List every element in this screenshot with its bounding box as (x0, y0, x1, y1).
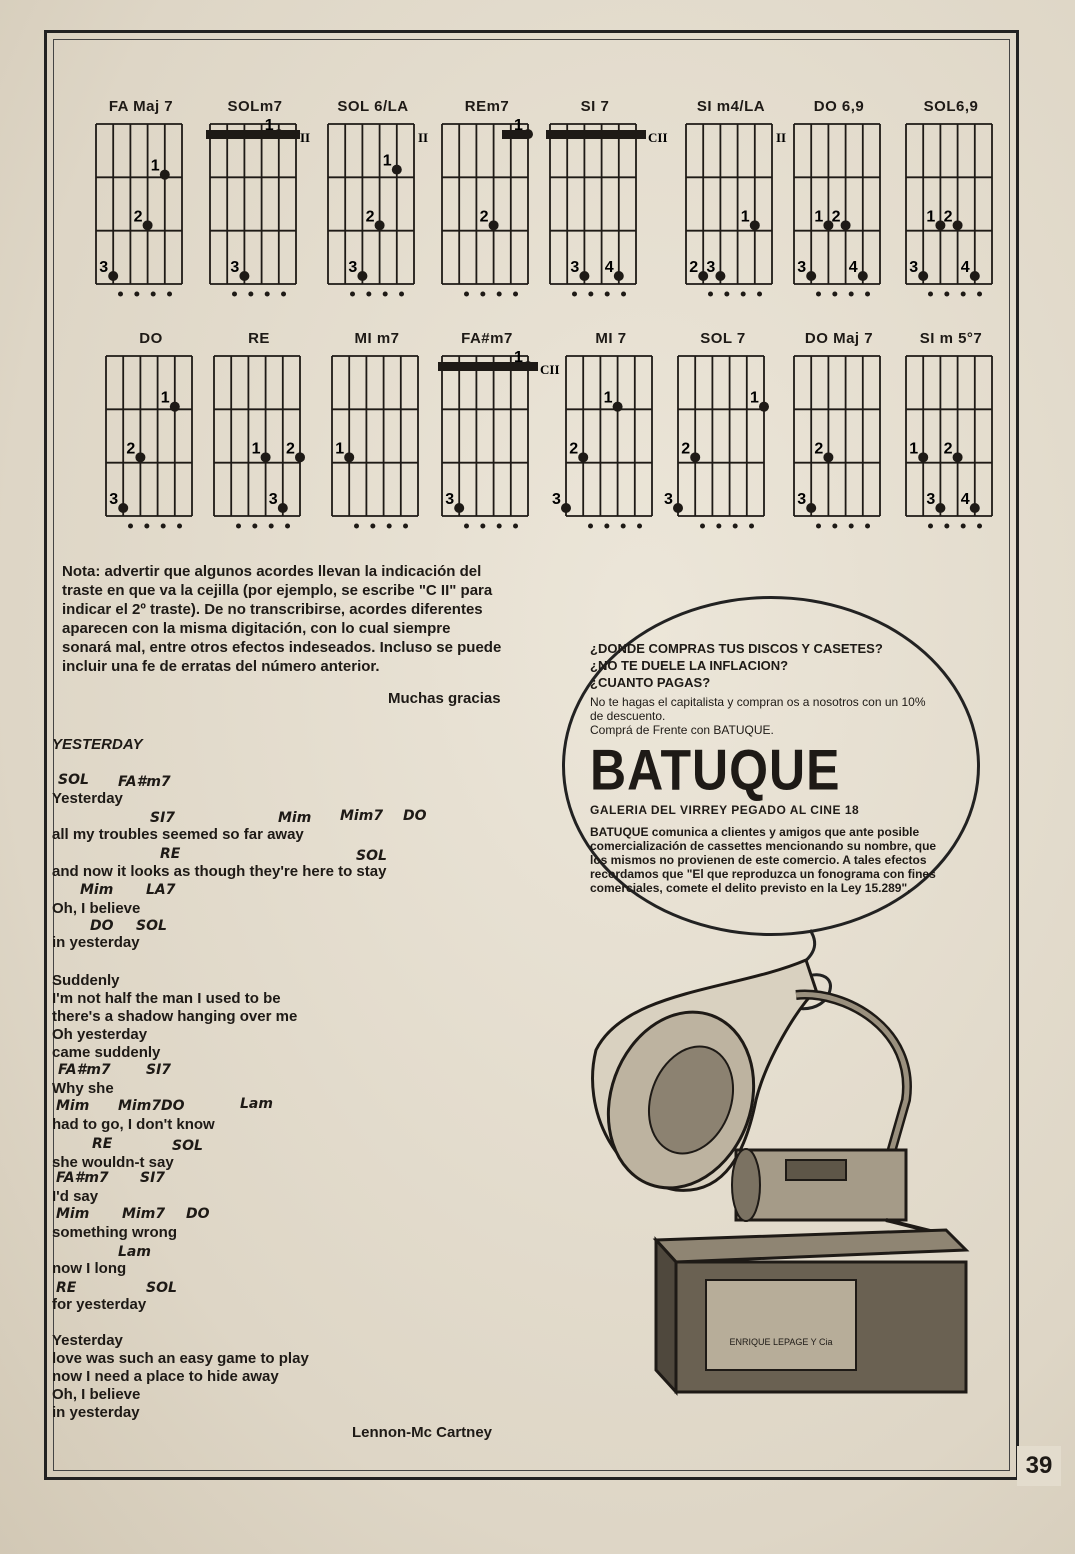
finger-dot (953, 220, 963, 230)
lyric-chord: SOL (146, 1280, 177, 1296)
open-string-dot (708, 292, 713, 297)
lyric-chord: Mim7DO (118, 1098, 185, 1114)
finger-number: 1 (926, 208, 936, 226)
chord-name: MI 7 (595, 330, 627, 347)
chord-diagram (676, 98, 786, 318)
open-string-dot (832, 292, 837, 297)
open-string-dot (464, 292, 469, 297)
chord-diagram (552, 330, 666, 550)
lyric-line: there's a shadow hanging over me (52, 1008, 298, 1025)
finger-number: 1 (150, 157, 160, 175)
finger-dot (108, 271, 118, 281)
chord-diagram (204, 330, 314, 550)
finger-number: 2 (689, 259, 699, 276)
finger-dot (118, 503, 128, 513)
lyric-chord: Mim (278, 810, 312, 826)
lyric-line: Yesterday (52, 1332, 123, 1349)
finger-number: 1 (740, 208, 750, 226)
open-string-dot (497, 524, 502, 529)
chord-grid (432, 349, 560, 550)
chord-grid (676, 118, 786, 318)
lyric-line: now I need a place to hide away (52, 1368, 279, 1385)
open-string-dot (944, 292, 949, 297)
finger-dot (274, 129, 284, 139)
finger-dot (392, 165, 402, 175)
finger-dot (970, 271, 980, 281)
lyric-chord: SOL (136, 918, 167, 934)
lyric-chord: Mim (80, 882, 114, 898)
lyric-chord: FA#m7 (58, 1062, 111, 1078)
lyric-line: for yesterday (52, 1296, 147, 1313)
finger-dot (806, 503, 816, 513)
chord-name: SI m4/LA (696, 98, 766, 115)
chord-name: SOLm7 (227, 98, 283, 115)
open-string-dot (177, 524, 182, 529)
open-string-dot (816, 292, 821, 297)
finger-number: 2 (681, 440, 691, 458)
open-string-dot (252, 524, 257, 529)
open-string-dot (588, 292, 593, 297)
finger-number: 3 (230, 259, 240, 276)
open-string-dot (269, 524, 274, 529)
chord-diagram (896, 330, 1006, 550)
ad-question-1: ¿DONDE COMPRAS TUS DISCOS Y CASETES? (590, 641, 883, 656)
fret-label: II (776, 130, 787, 145)
ad-question-2: ¿NO TE DUELE LA INFLACION? (590, 658, 789, 673)
chord-diagram (896, 98, 1006, 318)
fret-label: II (418, 130, 429, 145)
open-string-dot (387, 524, 392, 529)
lyric-chord: RE (56, 1280, 77, 1296)
finger-dot (523, 129, 533, 139)
open-string-dot (572, 292, 577, 297)
chord-grid (432, 118, 542, 318)
finger-number: 2 (126, 440, 136, 458)
finger-number: 1 (264, 117, 274, 135)
open-string-dot (741, 292, 746, 297)
open-string-dot (513, 524, 518, 529)
open-string-dot (167, 292, 172, 297)
lyric-chord: RE (160, 846, 181, 862)
open-string-dot (265, 292, 270, 297)
open-string-dot (621, 524, 626, 529)
lyric-line: Why she (52, 1080, 114, 1097)
chord-name: MI m7 (354, 330, 400, 347)
open-string-dot (733, 524, 738, 529)
phonograph-plate-text: ENRIQUE LEPAGE Y Cia (729, 1337, 833, 1347)
chord-grid (322, 350, 432, 550)
open-string-dot (604, 524, 609, 529)
lyric-line: I'm not half the man I used to be (52, 990, 281, 1007)
finger-number: 1 (514, 349, 523, 367)
finger-number: 2 (133, 208, 143, 226)
lyric-line: all my troubles seemed so far away (52, 826, 304, 843)
barre-bar (438, 362, 538, 371)
finger-dot (614, 271, 624, 281)
lyric-chord: Mim (56, 1206, 90, 1222)
barre-bar (546, 130, 646, 139)
finger-number: 2 (479, 208, 489, 226)
chord-name: DO (139, 330, 163, 347)
fret-label: CII (648, 130, 668, 145)
finger-number: 3 (552, 491, 561, 508)
open-string-dot (849, 292, 854, 297)
open-string-dot (497, 292, 502, 297)
ad-question-3: ¿CUANTO PAGAS? (590, 675, 711, 690)
finger-dot (523, 361, 533, 371)
finger-dot (970, 503, 980, 513)
chord-grid (318, 118, 428, 318)
finger-number: 2 (286, 440, 295, 458)
open-string-dot (128, 524, 133, 529)
ad-body-2: Comprá de Frente con BATUQUE. (590, 723, 774, 737)
open-string-dot (399, 292, 404, 297)
fret-label: II (300, 130, 311, 145)
finger-dot (170, 402, 180, 412)
finger-number: 2 (943, 208, 953, 226)
batuque-ad (590, 640, 940, 895)
chord-diagram (86, 98, 196, 318)
chord-grid (540, 118, 668, 318)
barre-bar (206, 130, 300, 139)
lyric-line: I'd say (52, 1188, 99, 1205)
chord-grid (86, 118, 196, 318)
finger-dot (759, 402, 769, 412)
chord-name: DO Maj 7 (804, 330, 874, 347)
finger-number: 1 (382, 152, 392, 170)
chord-grid (96, 350, 206, 550)
chord-name: REm7 (464, 98, 510, 115)
finger-dot (841, 220, 851, 230)
open-string-dot (134, 292, 139, 297)
finger-number: 3 (570, 259, 580, 276)
finger-number: 1 (603, 389, 613, 407)
lyric-chord: Mim7 (340, 808, 384, 824)
chord-diagram (432, 98, 542, 318)
lyric-line: in yesterday (52, 1404, 140, 1421)
open-string-dot (383, 292, 388, 297)
finger-dot (375, 220, 385, 230)
lyric-chord: DO (186, 1206, 210, 1222)
chord-grid (784, 350, 894, 550)
finger-number: 2 (365, 208, 375, 226)
chord-grid (204, 350, 314, 550)
lyric-line: Suddenly (52, 972, 120, 989)
open-string-dot (637, 524, 642, 529)
open-string-dot (816, 524, 821, 529)
lyric-chord: Lam (240, 1096, 273, 1112)
finger-number: 3 (909, 259, 919, 276)
open-string-dot (928, 292, 933, 297)
chord-grid (896, 118, 1006, 318)
finger-dot (578, 452, 588, 462)
fret-label: CII (540, 362, 560, 377)
lyric-chord: SOL (356, 848, 387, 864)
lyric-line: had to go, I don't know (52, 1116, 215, 1133)
finger-number: 3 (348, 259, 358, 276)
finger-number: 2 (814, 440, 824, 458)
page-number: 39 (1017, 1446, 1061, 1486)
open-string-dot (480, 292, 485, 297)
song-credit: Lennon-Mc Cartney (352, 1424, 493, 1441)
phonograph-illustration (586, 950, 986, 1410)
ad-brand: BATUQUE (590, 737, 841, 803)
open-string-dot (403, 524, 408, 529)
thanks-text: Muchas gracias (388, 690, 501, 707)
ad-address: GALERIA DEL VIRREY PEGADO AL CINE 18 (590, 803, 860, 817)
chord-grid (784, 118, 894, 318)
lyric-line: now I long (52, 1260, 127, 1277)
open-string-dot (248, 292, 253, 297)
open-string-dot (944, 524, 949, 529)
finger-number: 4 (960, 259, 970, 276)
note-paragraph: Nota: advertir que algunos acordes llevan la indicación del traste en que va la cejilla (por ejemplo, se escribe "C II" para indicar el 2º traste). De no transcribirse, acordes diferentes aparecen con la misma digitación, con lo cual siempre sonará mal, entre otros efectos indeseados. Incluso se puede incluir una fe de erratas del número anterior. (62, 563, 502, 675)
finger-dot (935, 503, 945, 513)
open-string-dot (236, 524, 241, 529)
lyric-chord: DO (90, 918, 114, 934)
finger-number: 1 (909, 440, 919, 458)
finger-dot (489, 220, 499, 230)
chord-diagram (200, 98, 310, 318)
chord-grid (200, 118, 310, 318)
chord-diagram (784, 330, 894, 550)
lyric-line: in yesterday (52, 934, 140, 951)
finger-dot (295, 452, 305, 462)
lyric-line: something wrong (52, 1224, 177, 1241)
finger-dot (613, 402, 623, 412)
finger-number: 3 (268, 491, 278, 508)
open-string-dot (849, 524, 854, 529)
finger-number: 1 (251, 440, 261, 458)
finger-dot (160, 170, 170, 180)
chord-name: SOL 6/LA (337, 98, 409, 115)
chord-grid (552, 350, 666, 550)
open-string-dot (588, 524, 593, 529)
finger-number: 1 (514, 117, 523, 135)
open-string-dot (232, 292, 237, 297)
finger-number: 3 (797, 491, 807, 508)
finger-dot (918, 271, 928, 281)
chord-name: SI m 5°7 (919, 330, 983, 347)
lyric-chord: LA7 (146, 882, 176, 898)
chord-diagram (322, 330, 432, 550)
finger-dot (823, 452, 833, 462)
chord-diagram (432, 330, 560, 550)
ad-body-1: No te hagas el capitalista y compran os a nosotros con un 10% de descuento. (590, 695, 926, 723)
finger-number: 3 (706, 259, 716, 276)
open-string-dot (724, 292, 729, 297)
finger-dot (953, 452, 963, 462)
open-string-dot (832, 524, 837, 529)
open-string-dot (700, 524, 705, 529)
chord-name: SOL6,9 (923, 98, 979, 115)
finger-number: 3 (926, 491, 936, 508)
open-string-dot (961, 292, 966, 297)
lyric-line: came suddenly (52, 1044, 161, 1061)
finger-dot (261, 452, 271, 462)
finger-dot (454, 503, 464, 513)
open-string-dot (928, 524, 933, 529)
finger-number: 4 (604, 259, 614, 276)
chord-diagram (784, 98, 894, 318)
chord-diagram (318, 98, 428, 318)
lyric-chord: SI7 (140, 1170, 166, 1186)
open-string-dot (161, 524, 166, 529)
finger-dot (806, 271, 816, 281)
open-string-dot (366, 292, 371, 297)
chord-diagram (540, 98, 668, 318)
open-string-dot (118, 292, 123, 297)
chord-name: SI 7 (580, 98, 610, 115)
chord-diagram (96, 330, 206, 550)
open-string-dot (865, 524, 870, 529)
lyric-chord: Mim7 (122, 1206, 166, 1222)
finger-dot (135, 452, 145, 462)
lyric-chord: SOL (58, 772, 89, 788)
finger-number: 3 (99, 259, 109, 276)
finger-number: 4 (960, 491, 970, 508)
open-string-dot (350, 292, 355, 297)
lyric-chord: Mim (56, 1098, 90, 1114)
open-string-dot (961, 524, 966, 529)
open-string-dot (480, 524, 485, 529)
finger-dot (579, 271, 589, 281)
finger-number: 4 (848, 259, 858, 276)
open-string-dot (281, 292, 286, 297)
finger-dot (357, 271, 367, 281)
lyric-line: she wouldn-t say (52, 1154, 174, 1171)
chord-name: SOL 7 (700, 330, 746, 347)
finger-dot (690, 452, 700, 462)
open-string-dot (716, 524, 721, 529)
ad-body-3: BATUQUE comunica a clientes y amigos que ante posible comercialización de cassettes mencionando su nombre, que los mismos no provienen de este comercio. A tales efectos recordamos que "El que reproduzca un fonograma con fines comerciales, comete el delito previsto en la Ley 15.289". (590, 825, 937, 895)
open-string-dot (977, 292, 982, 297)
finger-dot (673, 503, 683, 513)
lyric-chord: DO (403, 808, 427, 824)
finger-dot (344, 452, 354, 462)
lyric-chord: SI7 (150, 810, 176, 826)
open-string-dot (354, 524, 359, 529)
open-string-dot (370, 524, 375, 529)
finger-dot (918, 452, 928, 462)
lyric-line: love was such an easy game to play (52, 1350, 309, 1367)
open-string-dot (757, 292, 762, 297)
chord-name: DO 6,9 (813, 98, 865, 115)
finger-number: 3 (445, 491, 455, 508)
open-string-dot (464, 524, 469, 529)
lyric-line: Yesterday (52, 790, 123, 807)
finger-number: 2 (831, 208, 841, 226)
lyric-chord: RE (92, 1136, 113, 1152)
open-string-dot (151, 292, 156, 297)
finger-dot (715, 271, 725, 281)
open-string-dot (749, 524, 754, 529)
lyric-line: Oh, I believe (52, 900, 141, 917)
chord-grid (896, 350, 1006, 550)
finger-number: 1 (814, 208, 824, 226)
finger-number: 2 (569, 440, 579, 458)
chord-name: FA#m7 (461, 330, 513, 347)
open-string-dot (865, 292, 870, 297)
finger-number: 3 (664, 491, 673, 508)
lyric-line: and now it looks as though they're here to stay (52, 863, 387, 880)
finger-dot (750, 220, 760, 230)
finger-dot (143, 220, 153, 230)
open-string-dot (513, 292, 518, 297)
open-string-dot (977, 524, 982, 529)
finger-number: 1 (160, 389, 170, 407)
finger-number: 1 (335, 440, 345, 458)
open-string-dot (605, 292, 610, 297)
finger-dot (858, 271, 868, 281)
lyric-line: Oh yesterday (52, 1026, 148, 1043)
chord-name: RE (248, 330, 270, 347)
chord-grid (664, 350, 778, 550)
lyric-chord: SOL (172, 1138, 203, 1154)
chord-name: FA Maj 7 (108, 98, 174, 115)
finger-number: 1 (750, 389, 759, 407)
finger-number: 2 (943, 440, 953, 458)
finger-number: 3 (109, 491, 119, 508)
lyric-chord: FA#m7 (118, 774, 171, 790)
song-title: YESTERDAY (52, 736, 143, 753)
chord-diagram (664, 330, 778, 550)
open-string-dot (285, 524, 290, 529)
lyric-line: Oh, I believe (52, 1386, 141, 1403)
lyric-chord: SI7 (146, 1062, 172, 1078)
finger-dot (561, 503, 571, 513)
lyric-chord: Lam (118, 1244, 151, 1260)
finger-number: 3 (797, 259, 807, 276)
finger-dot (239, 271, 249, 281)
open-string-dot (144, 524, 149, 529)
lyric-chord: FA#m7 (56, 1170, 109, 1186)
open-string-dot (621, 292, 626, 297)
finger-dot (278, 503, 288, 513)
